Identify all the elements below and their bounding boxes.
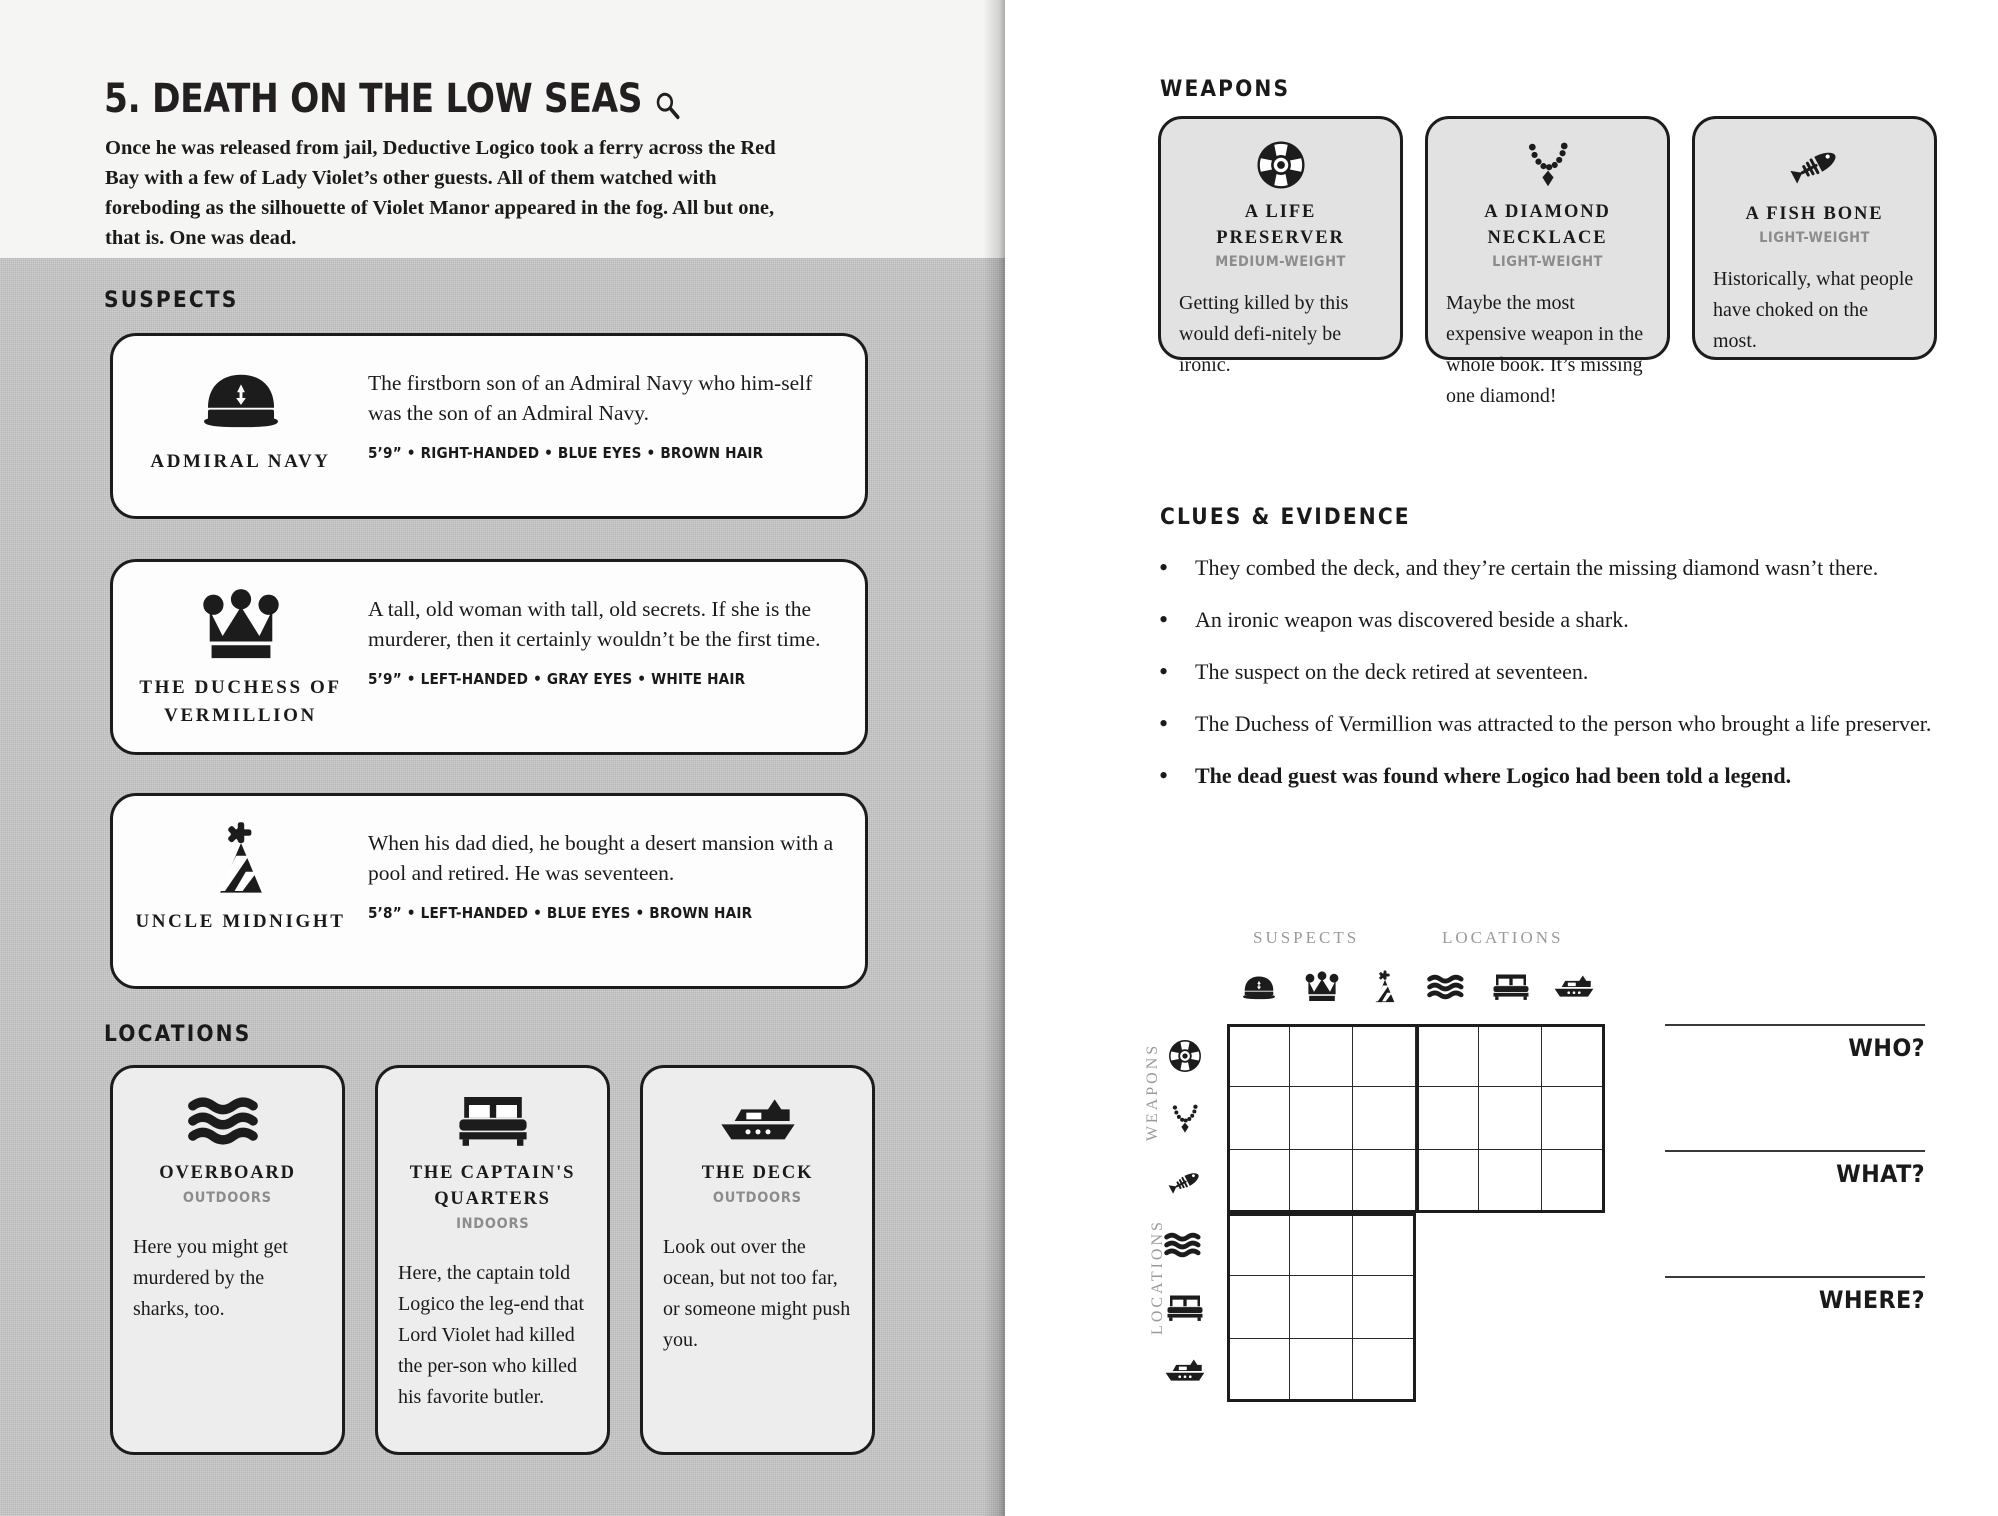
suspect-stats: 5’9” • RIGHT-HANDED • BLUE EYES • BROWN HAIR: [368, 444, 764, 462]
suspect-identity: [113, 336, 368, 476]
intro-paragraph: Once he was released from jail, Deductive Logico took a ferry across the Red Bay with a few of Lady Violet’s other guests. All of them watched with foreboding as the silhouette of Violet Manor appeared in the fog. All but one, that is. One was dead.: [105, 137, 776, 249]
grid-row-icon-bed-icon: [1153, 1276, 1216, 1339]
answer-row-what[interactable]: [1665, 1150, 1925, 1188]
page-title-text: 5. DEATH ON THE LOW SEAS: [104, 76, 643, 122]
weapon-description: Getting killed by this would defi-nitely be ironic.: [1179, 292, 1349, 376]
suspect-card[interactable]: [110, 333, 868, 519]
clue-item: [1155, 550, 1945, 586]
location-card[interactable]: [640, 1065, 875, 1455]
grid-row-group-locations: LOCATIONS: [1149, 1219, 1166, 1335]
bullet-icon: •: [1159, 761, 1169, 790]
magnifier-icon: [654, 84, 680, 114]
suspect-identity: [113, 796, 368, 936]
grid-cell[interactable]: [1479, 1087, 1542, 1150]
location-card[interactable]: [375, 1065, 610, 1455]
clue-text: The Duchess of Vermillion was attracted to the person who brought a life preserver.: [1195, 711, 1932, 736]
bullet-icon: •: [1159, 657, 1169, 686]
location-description: Here you might get murdered by the sharks, too.: [133, 1236, 288, 1320]
bed-icon: [453, 1090, 533, 1152]
answer-line[interactable]: [1665, 1276, 1925, 1278]
grid-cell[interactable]: [1353, 1150, 1416, 1213]
grid-cell[interactable]: [1353, 1087, 1416, 1150]
clue-text: They combed the deck, and they’re certain the missing diamond wasn’t there.: [1195, 555, 1879, 580]
weapon-name: A FISH BONE: [1745, 204, 1884, 224]
weapon-card[interactable]: [1692, 116, 1937, 360]
grid-cell[interactable]: [1416, 1024, 1479, 1087]
suspect-details: [368, 562, 865, 688]
grid-cell[interactable]: [1353, 1213, 1416, 1276]
suspect-description: The firstborn son of an Admiral Navy who him-self was the son of an Admiral Navy.: [368, 371, 813, 425]
grid-row-icon-waves-icon: [1153, 1213, 1216, 1276]
crown-icon: [195, 586, 287, 664]
grid-col-group-locations: LOCATIONS: [1442, 928, 1564, 947]
location-name: THE DECK: [701, 1163, 814, 1183]
diamond-necklace-icon: [1520, 137, 1576, 193]
grid-cell[interactable]: [1290, 1339, 1353, 1402]
right-page: [1005, 0, 1998, 1516]
weapon-name: A DIAMOND NECKLACE: [1484, 202, 1611, 248]
deduction-grid[interactable]: [1005, 928, 1998, 1348]
page-title: [104, 76, 680, 122]
grid-cell[interactable]: [1479, 1024, 1542, 1087]
suspect-name: THE DUCHESS OF VERMILLION: [139, 677, 342, 726]
grid-row-icon-diamond-necklace-icon: [1153, 1087, 1216, 1150]
suspect-stats: 5’8” • LEFT-HANDED • BLUE EYES • BROWN HAIR: [368, 904, 753, 922]
admiral-hat-icon: [192, 360, 290, 438]
fish-bone-icon: [1785, 137, 1845, 195]
answer-label: WHERE?: [1818, 1286, 1925, 1314]
clue-text: The dead guest was found where Logico had been told a legend.: [1195, 763, 1792, 788]
bullet-icon: •: [1159, 709, 1169, 738]
grid-cell[interactable]: [1479, 1150, 1542, 1213]
grid-cell[interactable]: [1290, 1150, 1353, 1213]
clue-item: [1155, 602, 1945, 638]
grid-cell[interactable]: [1290, 1213, 1353, 1276]
grid-row-icon-life-preserver-icon: [1153, 1024, 1216, 1087]
weapon-weight: LIGHT-WEIGHT: [1759, 230, 1870, 246]
suspect-stats: 5’9” • LEFT-HANDED • GRAY EYES • WHITE HAIR: [368, 670, 746, 688]
grid-col-group-suspects: SUSPECTS: [1253, 928, 1360, 947]
ship-icon: [716, 1090, 800, 1152]
clue-item: [1155, 654, 1945, 690]
grid-col-icon-bed-icon: [1479, 962, 1542, 1012]
suspect-name: ADMIRAL NAVY: [150, 451, 331, 472]
suspect-details: [368, 336, 865, 462]
locations-heading: LOCATIONS: [104, 1022, 252, 1047]
grid-cell[interactable]: [1227, 1339, 1290, 1402]
weapon-card[interactable]: [1158, 116, 1403, 376]
bullet-icon: •: [1159, 605, 1169, 634]
grid-cell[interactable]: [1227, 1213, 1290, 1276]
weapon-description: Maybe the most expensive weapon in the whole book. It’s missing one diamond!: [1446, 292, 1644, 407]
grid-col-icon-ship-icon: [1542, 962, 1605, 1012]
location-kind: INDOORS: [455, 1216, 530, 1232]
location-name: THE CAPTAIN'S QUARTERS: [409, 1163, 576, 1209]
suspect-identity: [113, 562, 368, 730]
answer-label: WHO?: [1848, 1034, 1925, 1062]
grid-cell[interactable]: [1290, 1024, 1353, 1087]
weapon-weight: LIGHT-WEIGHT: [1492, 254, 1603, 270]
grid-cell[interactable]: [1542, 1087, 1605, 1150]
grid-col-icon-admiral-hat-icon: [1227, 962, 1290, 1012]
answer-line[interactable]: [1665, 1024, 1925, 1026]
grid-cell[interactable]: [1353, 1339, 1416, 1402]
weapon-weight: MEDIUM-WEIGHT: [1215, 254, 1346, 270]
grid-row-group-weapons: WEAPONS: [1144, 1042, 1161, 1142]
suspect-name: UNCLE MIDNIGHT: [135, 911, 346, 932]
grid-col-icon-party-hat-icon: [1353, 962, 1416, 1012]
location-description: Look out over the ocean, but not too far, or someone might push you.: [663, 1236, 851, 1351]
grid-cell[interactable]: [1542, 1150, 1605, 1213]
grid-cell[interactable]: [1290, 1087, 1353, 1150]
grid-cell[interactable]: [1227, 1024, 1290, 1087]
clues-heading: CLUES & EVIDENCE: [1160, 505, 1411, 530]
suspect-description: A tall, old woman with tall, old secrets. If she is the murderer, then it certainly wouldn’t be the first time.: [368, 597, 821, 651]
suspect-card[interactable]: [110, 793, 868, 989]
grid-row-icon-ship-icon: [1153, 1339, 1216, 1402]
clue-item: [1155, 706, 1945, 742]
grid-cell[interactable]: [1353, 1024, 1416, 1087]
grid-cell[interactable]: [1227, 1150, 1290, 1213]
answer-label: WHAT?: [1836, 1160, 1925, 1188]
grid-cell[interactable]: [1542, 1024, 1605, 1087]
weapon-name: A LIFE PRESERVER: [1216, 202, 1345, 248]
grid-cell[interactable]: [1227, 1276, 1290, 1339]
clues-list: [1155, 550, 1945, 810]
grid-cell[interactable]: [1416, 1087, 1479, 1150]
bullet-icon: •: [1159, 553, 1169, 582]
waves-icon: [186, 1090, 270, 1152]
clue-text: An ironic weapon was discovered beside a shark.: [1195, 607, 1629, 632]
location-card[interactable]: [110, 1065, 345, 1455]
grid-col-icon-crown-icon: [1290, 962, 1353, 1012]
clue-text: The suspect on the deck retired at seventeen.: [1195, 659, 1589, 684]
party-hat-icon: [201, 820, 281, 898]
location-kind: OUTDOORS: [183, 1190, 272, 1206]
location-name: OVERBOARD: [159, 1163, 296, 1183]
grid-col-icon-waves-icon: [1416, 962, 1479, 1012]
suspect-description: When his dad died, he bought a desert mansion with a pool and retired. He was seventeen.: [368, 831, 834, 885]
location-description: Here, the captain told Logico the leg-end that Lord Violet had killed the per-son who killed his favorite butler.: [398, 1262, 585, 1408]
answer-line[interactable]: [1665, 1150, 1925, 1152]
grid-row-icon-fish-bone-icon: [1153, 1150, 1216, 1213]
suspect-details: [368, 796, 865, 922]
answer-row-who[interactable]: [1665, 1024, 1925, 1062]
weapon-description: Historically, what people have choked on the most.: [1713, 268, 1914, 352]
grid-cell[interactable]: [1227, 1087, 1290, 1150]
grid-cell[interactable]: [1416, 1150, 1479, 1213]
grid-cell[interactable]: [1290, 1276, 1353, 1339]
weapons-heading: WEAPONS: [1160, 77, 1291, 102]
suspects-heading: SUSPECTS: [104, 288, 239, 313]
answer-row-where[interactable]: [1665, 1276, 1925, 1314]
life-preserver-icon: [1253, 137, 1309, 193]
suspect-card[interactable]: [110, 559, 868, 755]
location-kind: OUTDOORS: [713, 1190, 802, 1206]
clue-item: [1155, 758, 1945, 794]
grid-cell[interactable]: [1353, 1276, 1416, 1339]
weapon-card[interactable]: [1425, 116, 1670, 407]
